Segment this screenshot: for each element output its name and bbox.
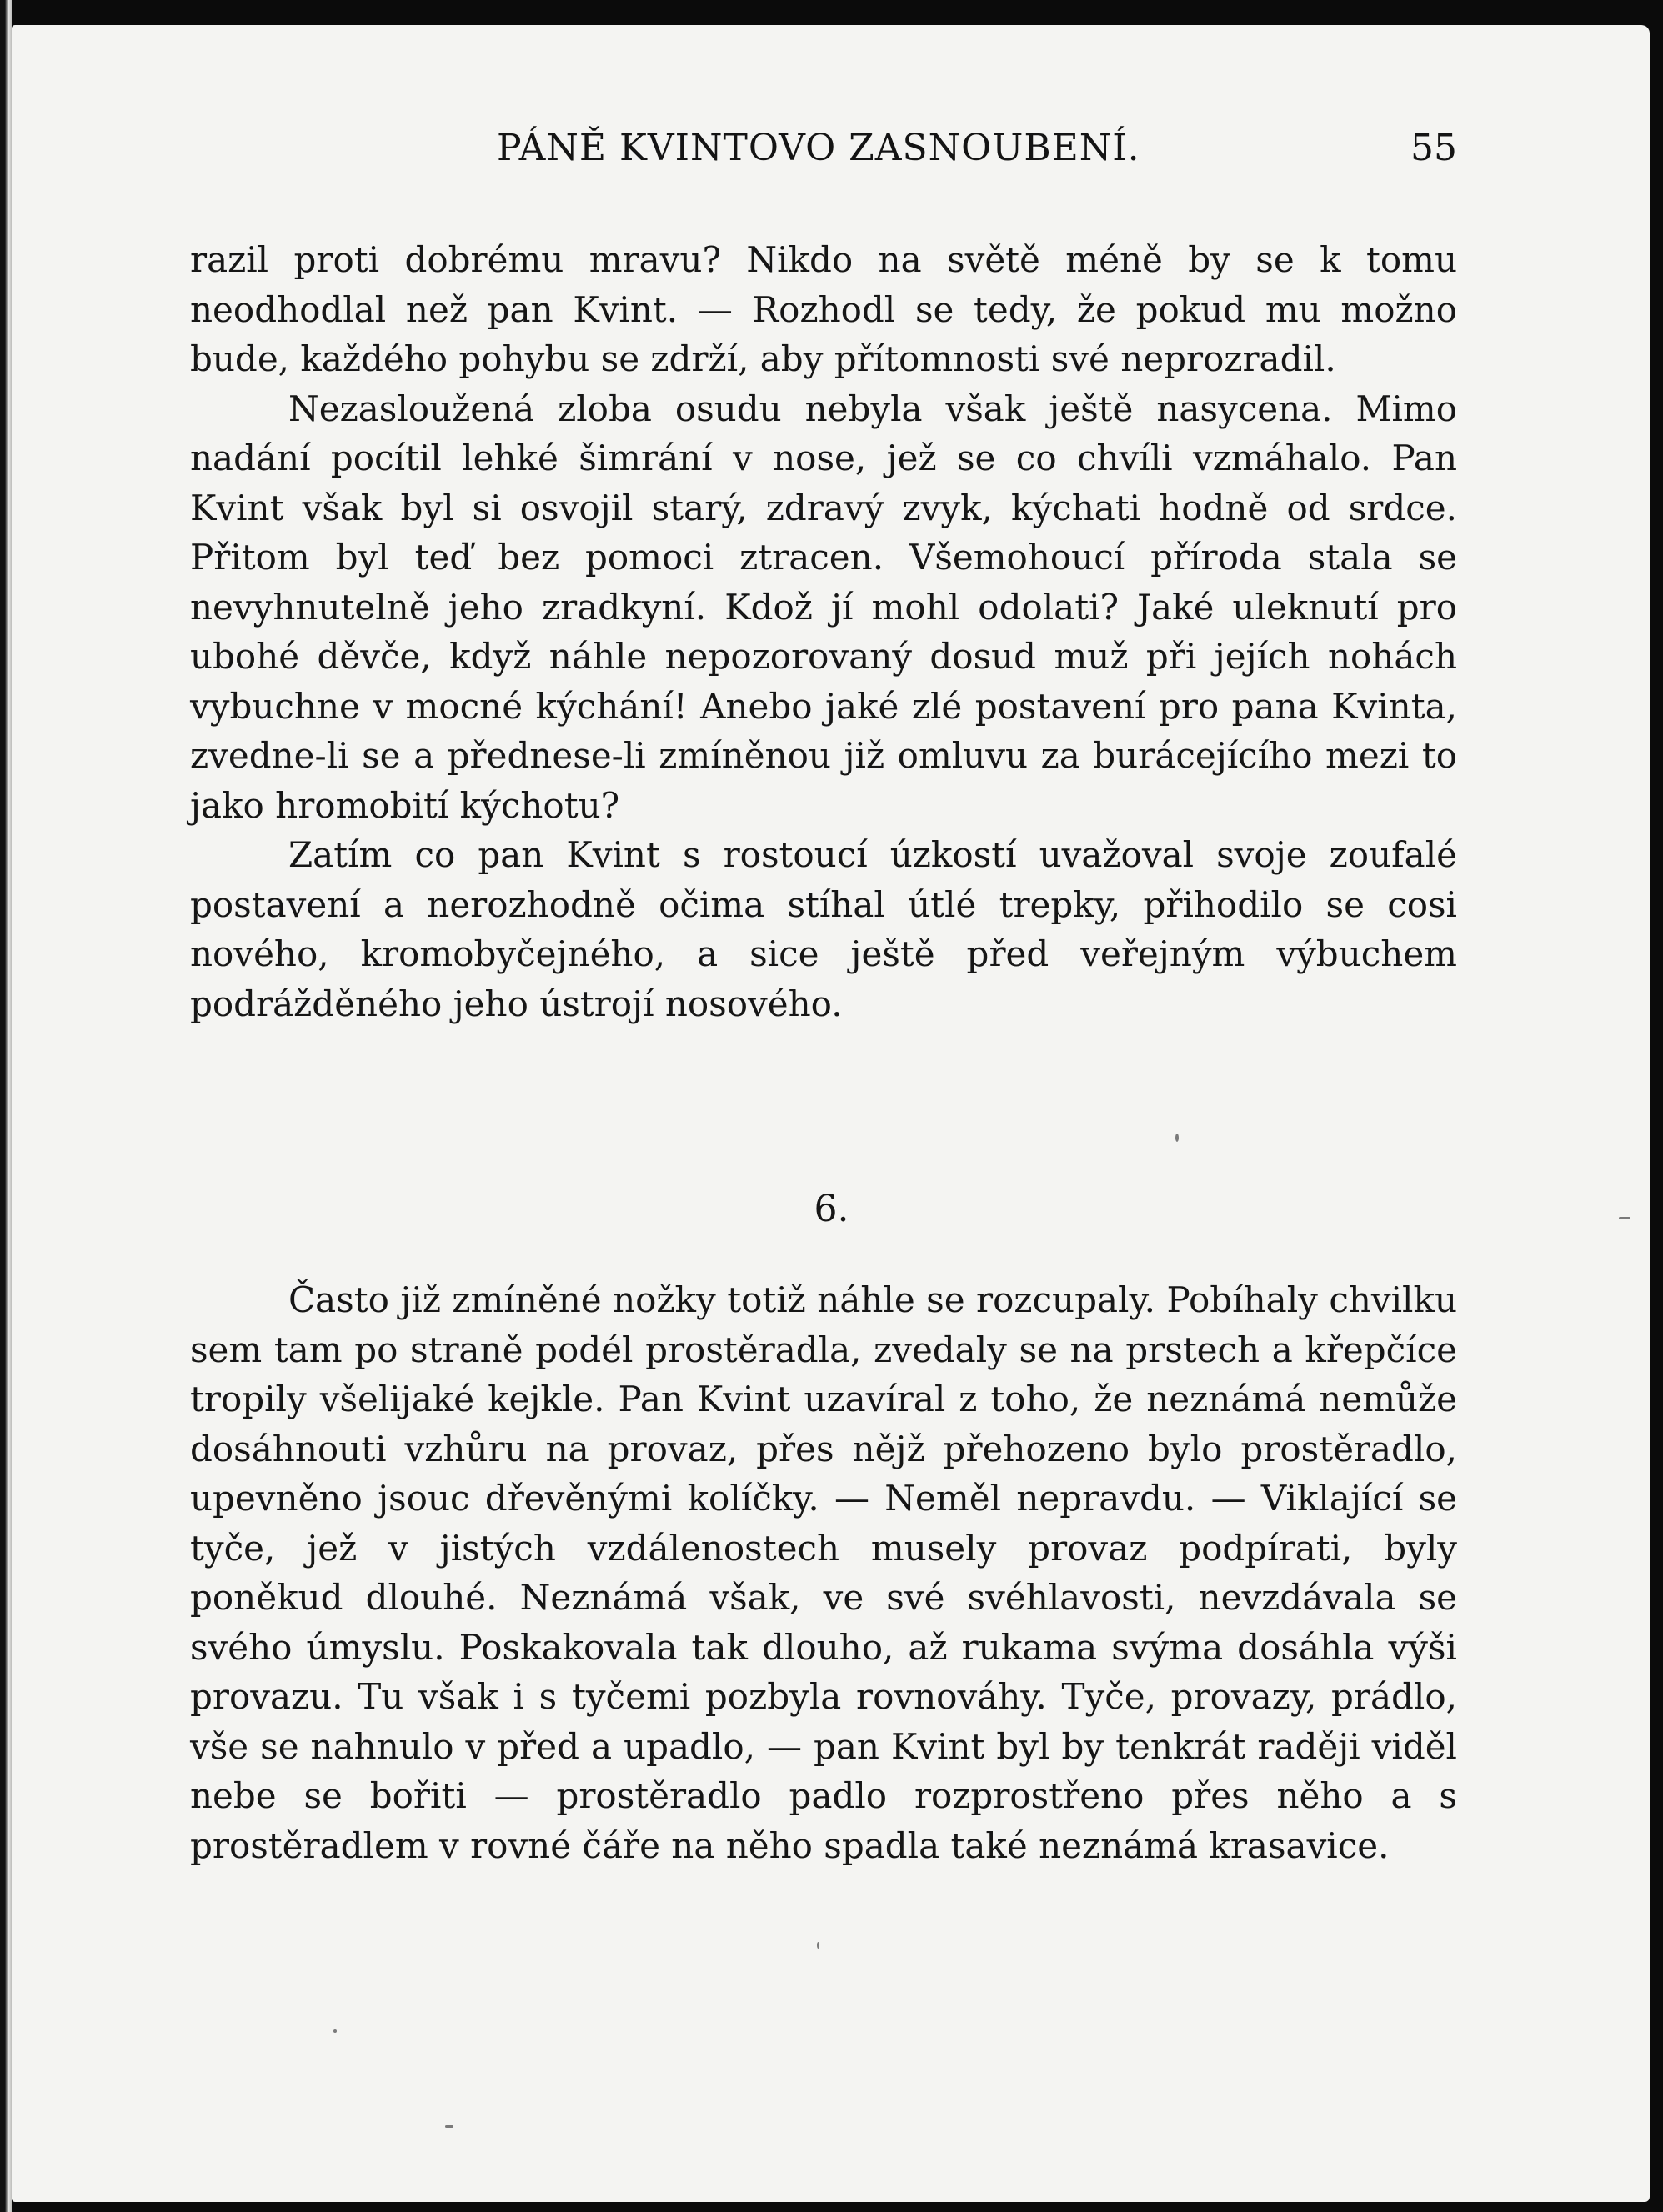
paragraph: razil proti dobrému mravu? Nikdo na světě méně by se k tomu neodhodlal než pan Kvint. — Rozhodl se tedy, že pokud mu možno bude, každého pohybu se zdrží, aby přítomnosti své neprozradil. bbox=[190, 239, 1457, 379]
print-speck bbox=[1175, 1134, 1179, 1142]
page-header bbox=[190, 127, 1457, 185]
page-edge-shadow bbox=[0, 0, 12, 2212]
page-number: 55 bbox=[1410, 127, 1457, 169]
text-block-before-section bbox=[190, 235, 1457, 1028]
paragraph: Zatím co pan Kvint s rostoucí úzkostí uvažoval svoje zoufalé postavení a nerozhodně očima stíhal útlé trepky, přihodilo se cosi nového, kromobyčejného, a sice ještě před veřejným výbuchem podrážděného jeho ústrojí nosového. bbox=[190, 834, 1457, 1024]
section-number: 6. bbox=[814, 1188, 849, 1230]
print-speck bbox=[817, 1942, 819, 1949]
print-speck bbox=[445, 2125, 453, 2128]
paragraph: Často již zmíněné nožky totiž náhle se rozcupaly. Pobíhaly chvilku sem tam po straně podél prostěradla, zvedaly se na prstech a křepčíce tropily všelijaké kejkle. Pan Kvint uzavíral z toho, že neznámá nemůže dosáhnouti vzhůru na provaz, přes nějž přehozeno bylo prostěradlo, upevněno jsouc dřevěnými kolíčky. — Neměl nepravdu. — Viklající se tyče, jež v jistých vzdálenostech musely provaz podpírati, byly poněkud dlouhé. Neznámá však, ve své svéhlavosti, nevzdávala se svého úmyslu. Poskakovala tak dlouho, až rukama svýma dosáhla výši provazu. Tu však i s tyčemi pozbyla rovnováhy. Tyče, provazy, prádlo, vše se nahnulo v před a upadlo, — pan Kvint byl by tenkrát raději viděl nebe se bořiti — prostěradlo padlo rozprostřeno přes něho a s prostěradlem v rovné čáře na něho spadla také neznámá krasavice. bbox=[190, 1279, 1457, 1866]
text-block-after-section bbox=[190, 1275, 1457, 1870]
print-speck bbox=[333, 2029, 337, 2033]
running-head: PÁNĚ KVINTOVO ZASNOUBENÍ. bbox=[497, 127, 1140, 169]
paragraph: Nezasloužená zloba osudu nebyla však ještě nasycena. Mimo nadání pocítil lehké šimrání v nose, jež se co chvíli vzmáhalo. Pan Kvint však byl si osvojil starý, zdravý zvyk, kýchati hodně od srdce. Přitom byl teď bez pomoci ztracen. Všemohoucí příroda stala se nevyhnutelně jeho zradkyní. Kdož jí mohl odolati? Jaké uleknutí pro ubohé děvče, když náhle nepozorovaný dosud muž při jejích nohách vybuchne v mocné kýchání! Anebo jaké zlé postavení pro pana Kvinta, zvedne-li se a přednese-li zmíněnou již omluvu za burácejícího mezi to jako hromobití kýchotu? bbox=[190, 388, 1457, 826]
